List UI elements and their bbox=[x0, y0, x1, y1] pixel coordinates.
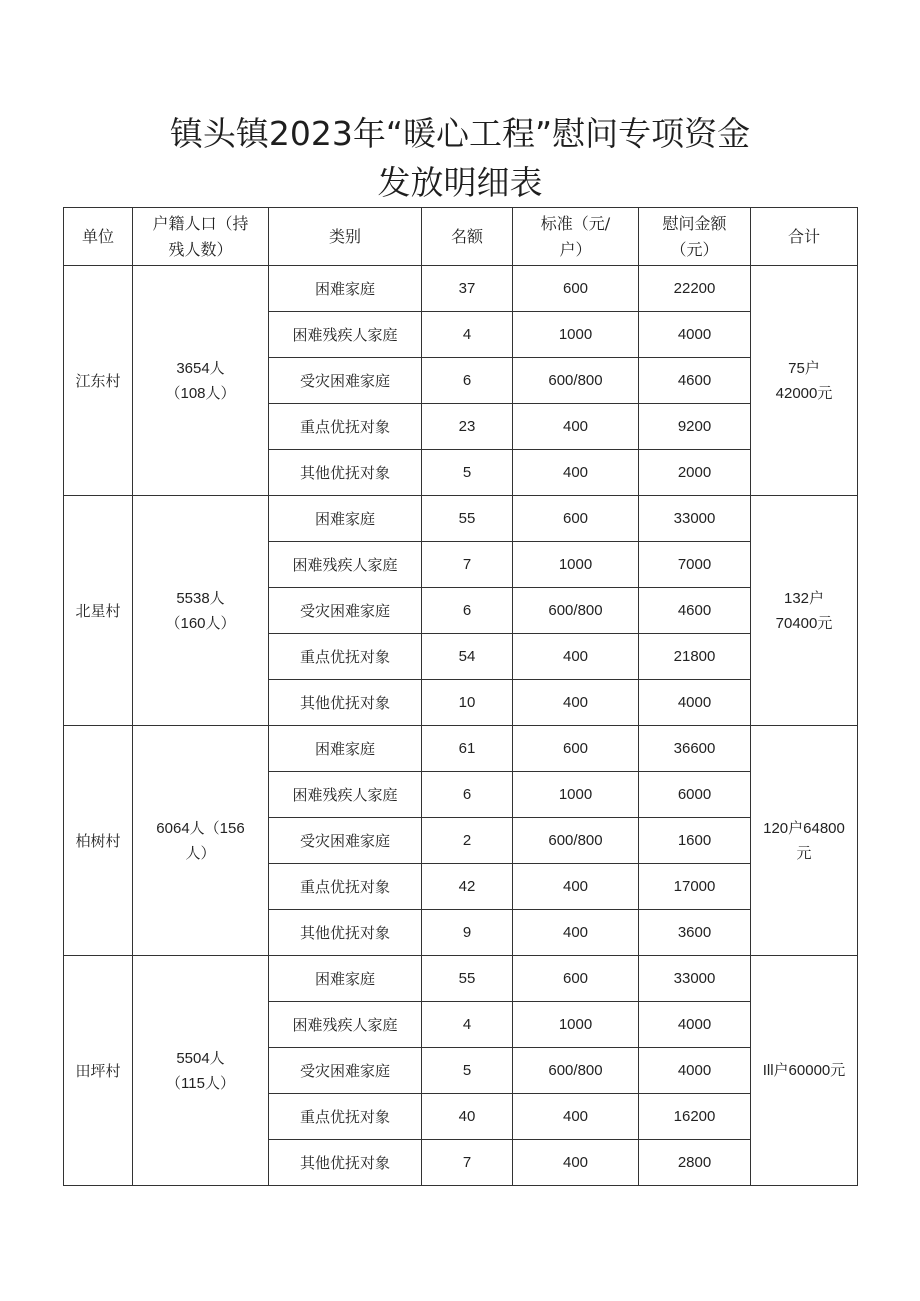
header-standard-line-1: 标准（元/ bbox=[540, 213, 611, 233]
quota-cell: 61 bbox=[422, 726, 513, 772]
quota-cell: 7 bbox=[422, 542, 513, 588]
village-name: 江东村 bbox=[64, 266, 133, 496]
quota-cell: 6 bbox=[422, 772, 513, 818]
standard-cell: 1000 bbox=[513, 1002, 639, 1048]
amount-cell: 4000 bbox=[639, 1048, 751, 1094]
header-unit: 单位 bbox=[64, 208, 133, 266]
total-line-1: 75户 bbox=[788, 359, 820, 377]
standard-cell: 400 bbox=[513, 910, 639, 956]
category-cell: 困难家庭 bbox=[269, 956, 422, 1002]
quota-cell: 10 bbox=[422, 680, 513, 726]
standard-cell: 400 bbox=[513, 404, 639, 450]
category-cell: 其他优抚对象 bbox=[269, 680, 422, 726]
quota-cell: 54 bbox=[422, 634, 513, 680]
header-population-line-2: 残人数） bbox=[168, 239, 233, 259]
quota-cell: 37 bbox=[422, 266, 513, 312]
header-standard bbox=[513, 208, 639, 266]
amount-cell: 4600 bbox=[639, 588, 751, 634]
total-line-2: 42000元 bbox=[775, 384, 833, 402]
header-standard-line-2: 户） bbox=[559, 239, 592, 259]
header-amount-line-1: 慰问金额 bbox=[662, 213, 727, 233]
population-line-1: 6064人（156 bbox=[156, 819, 245, 837]
category-cell: 其他优抚对象 bbox=[269, 450, 422, 496]
total-line-1: Ill户60000元 bbox=[762, 1062, 846, 1079]
table-row bbox=[64, 266, 858, 312]
standard-cell: 600 bbox=[513, 496, 639, 542]
amount-cell: 7000 bbox=[639, 542, 751, 588]
standard-cell: 1000 bbox=[513, 772, 639, 818]
standard-cell: 1000 bbox=[513, 542, 639, 588]
quota-cell: 9 bbox=[422, 910, 513, 956]
standard-cell: 600/800 bbox=[513, 358, 639, 404]
amount-cell: 36600 bbox=[639, 726, 751, 772]
category-cell: 重点优抚对象 bbox=[269, 634, 422, 680]
table-row bbox=[64, 496, 858, 542]
village-total bbox=[751, 266, 858, 496]
document-title-line-1: 镇头镇2023年“暖心工程”慰问专项资金 bbox=[169, 114, 751, 153]
amount-cell: 9200 bbox=[639, 404, 751, 450]
table-row bbox=[64, 956, 858, 1002]
category-cell: 困难残疾人家庭 bbox=[269, 1002, 422, 1048]
document-title-line-2: 发放明细表 bbox=[377, 163, 543, 202]
category-cell: 困难家庭 bbox=[269, 266, 422, 312]
amount-cell: 4000 bbox=[639, 680, 751, 726]
village-population bbox=[133, 726, 269, 956]
category-cell: 受灾困难家庭 bbox=[269, 358, 422, 404]
category-cell: 困难家庭 bbox=[269, 726, 422, 772]
category-cell: 重点优抚对象 bbox=[269, 1094, 422, 1140]
village-name: 柏树村 bbox=[64, 726, 133, 956]
amount-cell: 4000 bbox=[639, 1002, 751, 1048]
total-line-2: 70400元 bbox=[775, 614, 833, 632]
standard-cell: 600 bbox=[513, 726, 639, 772]
amount-cell: 4000 bbox=[639, 312, 751, 358]
quota-cell: 5 bbox=[422, 1048, 513, 1094]
quota-cell: 5 bbox=[422, 450, 513, 496]
header-category: 类别 bbox=[269, 208, 422, 266]
amount-cell: 1600 bbox=[639, 818, 751, 864]
population-line-2: （160人） bbox=[165, 614, 236, 632]
category-cell: 困难残疾人家庭 bbox=[269, 542, 422, 588]
quota-cell: 55 bbox=[422, 956, 513, 1002]
standard-cell: 600 bbox=[513, 956, 639, 1002]
category-cell: 其他优抚对象 bbox=[269, 910, 422, 956]
population-line-2: （108人） bbox=[165, 384, 236, 402]
table-row bbox=[64, 726, 858, 772]
quota-cell: 23 bbox=[422, 404, 513, 450]
amount-cell: 16200 bbox=[639, 1094, 751, 1140]
total-line-1: 120户64800 bbox=[763, 819, 845, 837]
standard-cell: 400 bbox=[513, 1094, 639, 1140]
village-population bbox=[133, 496, 269, 726]
amount-cell: 3600 bbox=[639, 910, 751, 956]
standard-cell: 600/800 bbox=[513, 818, 639, 864]
amount-cell: 2000 bbox=[639, 450, 751, 496]
amount-cell: 17000 bbox=[639, 864, 751, 910]
standard-cell: 1000 bbox=[513, 312, 639, 358]
category-cell: 其他优抚对象 bbox=[269, 1140, 422, 1186]
amount-cell: 4600 bbox=[639, 358, 751, 404]
population-line-1: 5504人 bbox=[176, 1049, 225, 1067]
standard-cell: 400 bbox=[513, 634, 639, 680]
quota-cell: 2 bbox=[422, 818, 513, 864]
amount-cell: 33000 bbox=[639, 956, 751, 1002]
standard-cell: 400 bbox=[513, 1140, 639, 1186]
amount-cell: 22200 bbox=[639, 266, 751, 312]
population-line-1: 5538人 bbox=[176, 589, 225, 607]
standard-cell: 400 bbox=[513, 864, 639, 910]
village-name: 田坪村 bbox=[64, 956, 133, 1186]
standard-cell: 600/800 bbox=[513, 1048, 639, 1094]
amount-cell: 2800 bbox=[639, 1140, 751, 1186]
header-amount-line-2: （元） bbox=[670, 239, 719, 259]
amount-cell: 6000 bbox=[639, 772, 751, 818]
quota-cell: 42 bbox=[422, 864, 513, 910]
category-cell: 困难家庭 bbox=[269, 496, 422, 542]
header-total: 合计 bbox=[751, 208, 858, 266]
category-cell: 困难残疾人家庭 bbox=[269, 312, 422, 358]
village-total bbox=[751, 726, 858, 956]
population-line-2: 人） bbox=[185, 844, 216, 862]
header-population-line-1: 户籍人口（持 bbox=[152, 213, 249, 233]
standard-cell: 600 bbox=[513, 266, 639, 312]
quota-cell: 55 bbox=[422, 496, 513, 542]
village-name: 北星村 bbox=[64, 496, 133, 726]
category-cell: 重点优抚对象 bbox=[269, 864, 422, 910]
standard-cell: 600/800 bbox=[513, 588, 639, 634]
category-cell: 受灾困难家庭 bbox=[269, 1048, 422, 1094]
category-cell: 受灾困难家庭 bbox=[269, 588, 422, 634]
standard-cell: 400 bbox=[513, 450, 639, 496]
amount-cell: 33000 bbox=[639, 496, 751, 542]
village-total bbox=[751, 956, 858, 1186]
population-line-2: （115人） bbox=[166, 1074, 235, 1092]
total-line-1: 132户 bbox=[783, 589, 825, 607]
category-cell: 重点优抚对象 bbox=[269, 404, 422, 450]
category-cell: 受灾困难家庭 bbox=[269, 818, 422, 864]
standard-cell: 400 bbox=[513, 680, 639, 726]
quota-cell: 6 bbox=[422, 588, 513, 634]
table-body bbox=[64, 266, 858, 1186]
header-quota: 名额 bbox=[422, 208, 513, 266]
quota-cell: 4 bbox=[422, 312, 513, 358]
village-population bbox=[133, 956, 269, 1186]
quota-cell: 4 bbox=[422, 1002, 513, 1048]
header-population bbox=[133, 208, 269, 266]
funding-table bbox=[63, 207, 858, 1186]
population-line-1: 3654人 bbox=[176, 359, 225, 377]
category-cell: 困难残疾人家庭 bbox=[269, 772, 422, 818]
quota-cell: 7 bbox=[422, 1140, 513, 1186]
village-total bbox=[751, 496, 858, 726]
village-population bbox=[133, 266, 269, 496]
amount-cell: 21800 bbox=[639, 634, 751, 680]
quota-cell: 6 bbox=[422, 358, 513, 404]
header-row bbox=[64, 208, 858, 266]
header-amount bbox=[639, 208, 751, 266]
total-line-2: 元 bbox=[796, 844, 812, 862]
quota-cell: 40 bbox=[422, 1094, 513, 1140]
